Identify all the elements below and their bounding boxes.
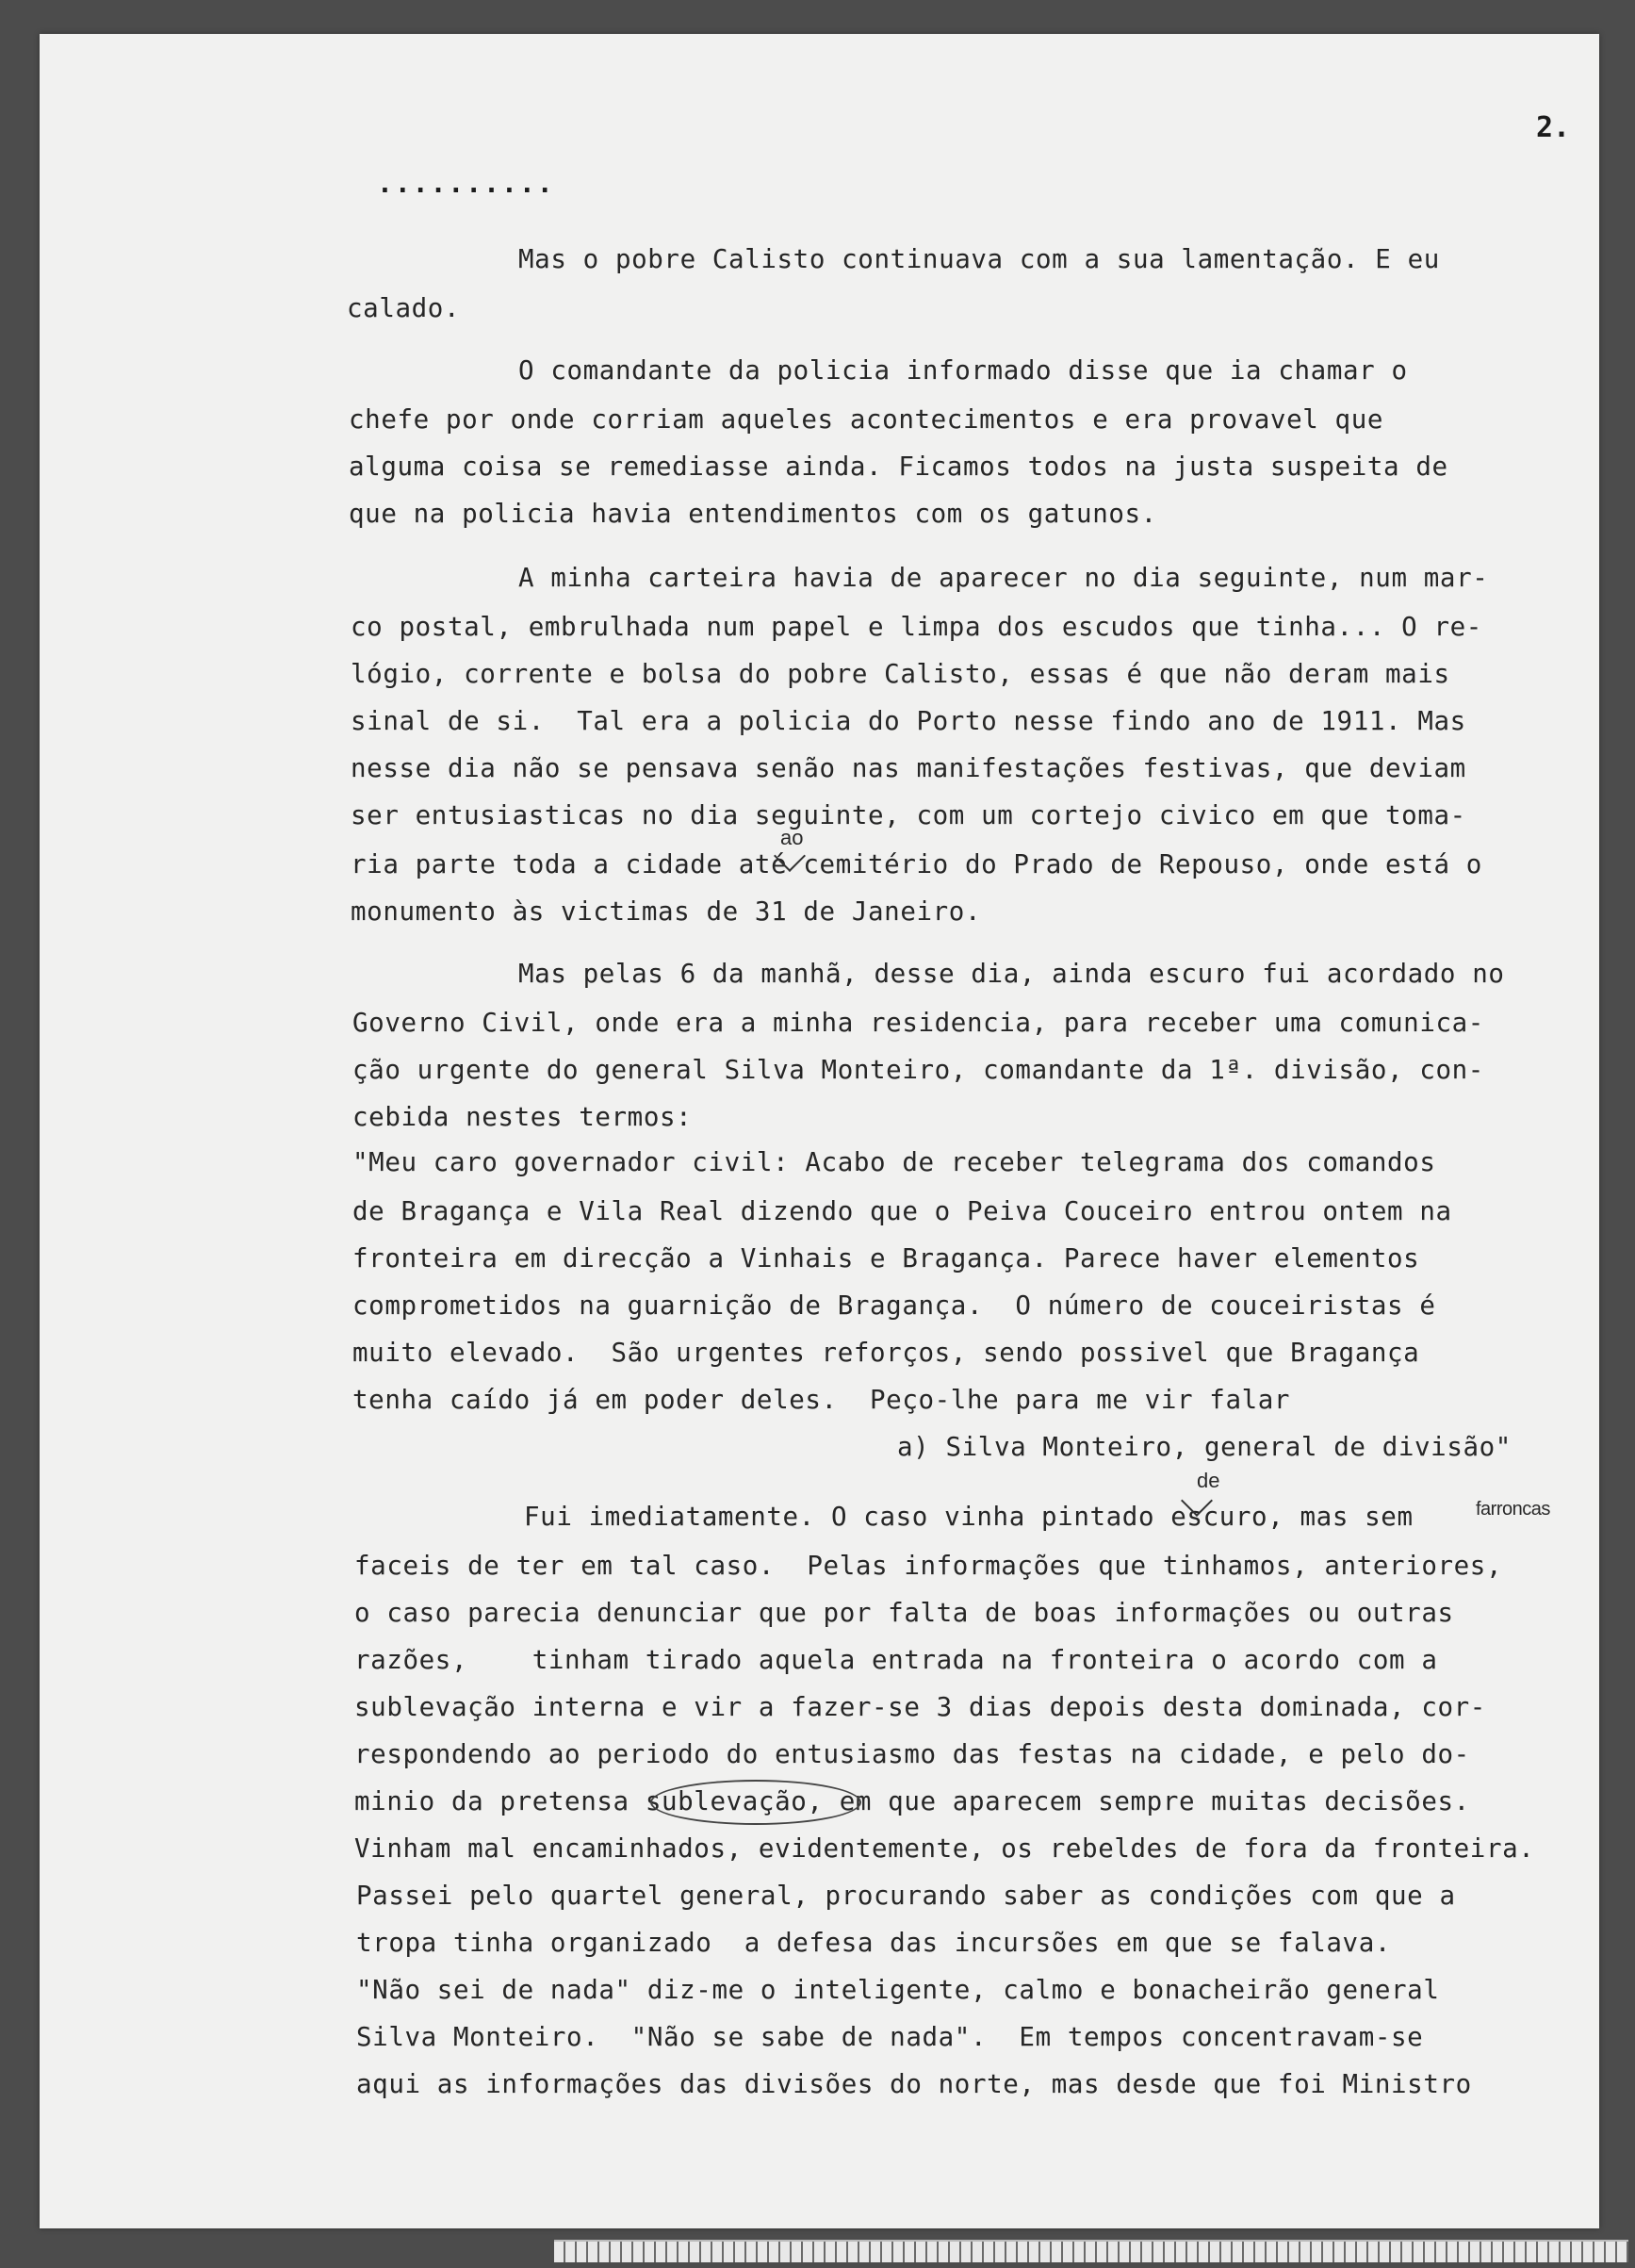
- scale-ruler: [554, 2240, 1628, 2262]
- text-line: tropa tinha organizado a defesa das incursões em que se falava.: [356, 1928, 1392, 1958]
- text-line: "Não sei de nada" diz-me o inteligente, calmo e bonacheirão general: [356, 1975, 1440, 2005]
- text-line: "Meu caro governador civil: Acabo de receber telegrama dos comandos: [352, 1147, 1436, 1177]
- text-line: Fui imediatamente. O caso vinha pintado escuro, mas sem: [524, 1502, 1414, 1532]
- text-line: aqui as informações das divisões do norte, mas desde que foi Ministro: [356, 2069, 1472, 2099]
- text-line: Mas o pobre Calisto continuava com a sua lamentação. E eu: [518, 244, 1440, 274]
- text-line: ria parte toda a cidade até cemitério do Prado de Repouso, onde está o: [351, 849, 1482, 879]
- text-line: fronteira em direcção a Vinhais e Bragança. Parece haver elementos: [352, 1243, 1420, 1274]
- text-line: sinal de si. Tal era a policia do Porto nesse findo ano de 1911. Mas: [351, 706, 1466, 736]
- text-line: comprometidos na guarnição de Bragança. O número de couceiristas é: [352, 1290, 1436, 1321]
- text-line: Vinham mal encaminhados, evidentemente, os rebeldes de fora da fronteira.: [354, 1833, 1535, 1864]
- handwritten-insertion-farroncas: farroncas: [1476, 1499, 1550, 1520]
- ellipsis-divider: ..........: [377, 168, 555, 199]
- text-line: razões, tinham tirado aquela entrada na fronteira o acordo com a: [354, 1645, 1438, 1675]
- text-line: ser entusiasticas no dia seguinte, com um cortejo civico em que toma-: [351, 800, 1466, 830]
- text-line: o caso parecia denunciar que por falta de boas informações ou outras: [354, 1598, 1454, 1628]
- circled-word-mark: [650, 1780, 861, 1825]
- text-line: de Bragança e Vila Real dizendo que o Peiva Couceiro entrou ontem na: [352, 1196, 1452, 1226]
- handwritten-insertion-ao: ao: [780, 826, 804, 849]
- text-line: minio da pretensa sublevação, em que aparecem sempre muitas decisões.: [354, 1786, 1470, 1816]
- text-line: ção urgente do general Silva Monteiro, comandante da 1ª. divisão, con-: [352, 1055, 1484, 1085]
- text-line: A minha carteira havia de aparecer no dia seguinte, num mar-: [518, 563, 1489, 593]
- text-line: monumento às victimas de 31 de Janeiro.: [351, 896, 982, 927]
- text-line: chefe por onde corriam aqueles acontecimentos e era provavel que: [349, 404, 1384, 435]
- text-line: alguma coisa se remediasse ainda. Ficamos todos na justa suspeita de: [349, 452, 1448, 482]
- text-line: que na policia havia entendimentos com os gatunos.: [349, 499, 1157, 529]
- text-line: respondendo ao periodo do entusiasmo das festas na cidade, e pelo do-: [354, 1739, 1470, 1769]
- signature-line: a) Silva Monteiro, general de divisão": [897, 1432, 1512, 1462]
- handwritten-insertion-de: de: [1197, 1469, 1220, 1492]
- text-line: tenha caído já em poder deles. Peço-lhe para me vir falar: [352, 1385, 1291, 1415]
- text-line: sublevação interna e vir a fazer-se 3 dias depois desta dominada, cor-: [354, 1692, 1486, 1722]
- text-line: Mas pelas 6 da manhã, desse dia, ainda escuro fui acordado no: [518, 959, 1505, 989]
- page-number: 2.: [1536, 111, 1571, 144]
- text-line: co postal, embrulhada num papel e limpa dos escudos que tinha... O re-: [351, 612, 1482, 642]
- text-line: nesse dia não se pensava senão nas manifestações festivas, que deviam: [351, 753, 1466, 783]
- text-line: Governo Civil, onde era a minha residencia, para receber uma comunica-: [352, 1008, 1484, 1038]
- text-line: calado.: [347, 293, 461, 323]
- text-line: cebida nestes termos:: [352, 1102, 693, 1132]
- text-line: Passei pelo quartel general, procurando saber as condições com que a: [356, 1881, 1456, 1911]
- text-line: lógio, corrente e bolsa do pobre Calisto, essas é que não deram mais: [351, 659, 1450, 689]
- text-line: O comandante da policia informado disse que ia chamar o: [518, 355, 1408, 386]
- text-line: faceis de ter em tal caso. Pelas informações que tinhamos, anteriores,: [354, 1551, 1503, 1581]
- text-line: muito elevado. São urgentes reforços, sendo possivel que Bragança: [352, 1338, 1420, 1368]
- text-line: Silva Monteiro. "Não se sabe de nada". Em tempos concentravam-se: [356, 2022, 1424, 2052]
